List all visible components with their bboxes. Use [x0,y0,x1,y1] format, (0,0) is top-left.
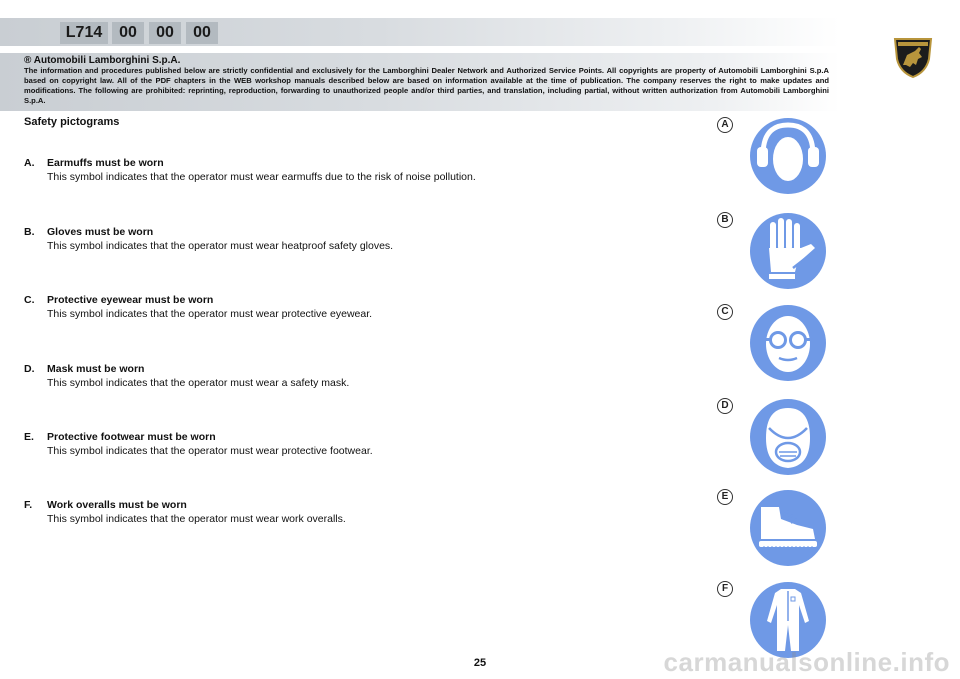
item-letter: B. [24,226,35,238]
badge-f: F [717,581,733,597]
item-letter: D. [24,363,35,375]
lamborghini-shield-icon [892,35,934,79]
watermark: carmanualsonline.info [663,647,950,677]
mask-icon [749,398,827,476]
item-desc: This symbol indicates that the operator must wear earmuffs due to the risk of noise pollution. [47,171,476,183]
badge-d: D [717,398,733,414]
badge-b: B [717,212,733,228]
item-title: Gloves must be worn [47,226,154,238]
item-title: Protective footwear must be worn [47,431,216,443]
item-title: Protective eyewear must be worn [47,294,214,306]
item-letter: F. [24,499,33,511]
item-desc: This symbol indicates that the operator must wear heatproof safety gloves. [47,240,394,252]
eyewear-icon [749,304,827,382]
badge-a: A [717,117,733,133]
subgroup-code: 00 [149,22,181,44]
gloves-icon [749,212,827,290]
footwear-icon [749,489,827,567]
section-code: 00 [186,22,218,44]
group-code: 00 [112,22,144,44]
notice-title: ® Automobili Lamborghini S.p.A. [24,55,181,66]
section-title: Safety pictograms [24,116,120,128]
badge-c: C [717,304,733,320]
badge-e: E [717,489,733,505]
item-letter: E. [24,431,34,443]
item-title: Work overalls must be worn [47,499,187,511]
earmuffs-icon [749,117,827,195]
item-title: Mask must be worn [47,363,145,375]
item-desc: This symbol indicates that the operator must wear protective footwear. [47,445,373,457]
notice-text: The information and procedures published below are strictly confidential and exclusively for the Lamborghini Dealer Network and Authorized Service Points. All copyrights are property of Automobili Lamborghini S.p.A based on copyright law. All of the PDF chapters in the WEB workshop manuals described below are based on information available at the time of publication. The company reserves the right to make updates and modifications. The following are prohibited: reprinting, reproduction, forwarding to unauthorized people and/or third parties, and translation, including partial, without written authorization from Automobili Lamborghini S.p.A. [24,66,829,105]
item-desc: This symbol indicates that the operator must wear a safety mask. [47,377,350,389]
model-code: L714 [60,22,108,44]
item-title: Earmuffs must be worn [47,157,164,169]
item-letter: A. [24,157,35,169]
item-letter: C. [24,294,35,306]
item-desc: This symbol indicates that the operator must wear protective eyewear. [47,308,373,320]
page-number: 25 [473,657,487,669]
item-desc: This symbol indicates that the operator must wear work overalls. [47,513,346,525]
